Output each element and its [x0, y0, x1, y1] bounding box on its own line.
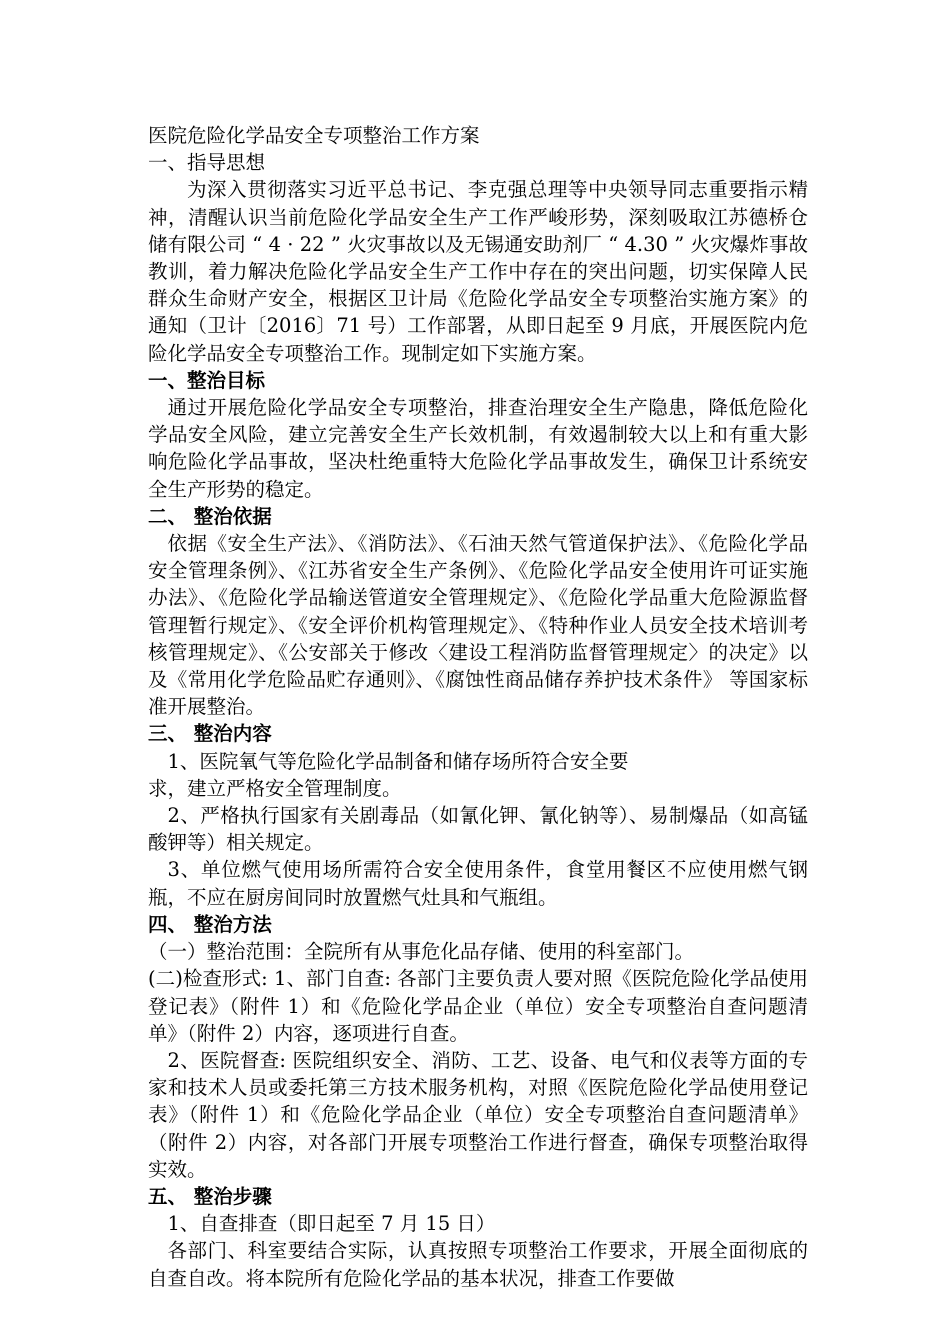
- content-item-1-line-2: 求，建立严格安全管理制度。: [148, 776, 402, 800]
- step-1-body: 各部门、科室要结合实际，认真按照专项整治工作要求，开展全面彻底的自查自改。将本院所有危险化学品的基本状况，排查工作要做: [148, 1239, 808, 1290]
- method-hospital-supervision: 2、医院督查: 医院组织安全、消防、工艺、设备、电气和仪表等方面的专家和技术人员或委托第三方技术服务机构，对照《医院危险化学品使用登记表》（附件 1）和《危险化学品企业（单位）安全专项整治自查问题清单》（附件 2）内容，对各部门开展专项整治工作进行督查，确保专项整治取得实效。: [148, 1048, 808, 1181]
- document-title: 医院危险化学品安全专项整治工作方案: [148, 124, 480, 147]
- paragraph-guiding-ideology: 为深入贯彻落实习近平总书记、李克强总理等中央领导同志重要指示精神，清醒认识当前危险化学品安全生产工作严峻形势，深刻吸取江苏德桥仓储有限公司 “ 4 · 22 ” 火灾事故以及无锡通安助剂厂 “ 4.30 ” 火灾爆炸事故教训，着力解决危险化学品安全生产工作中存在的突出问题，切实保障人民群众生命财产安全，根据区卫计局《危险化学品安全专项整治实施方案》的通知（卫计〔2016〕71 号）工作部署，从即日起至 9 月底，开展医院内危险化学品安全专项整治工作。现制定如下实施方案。: [148, 178, 808, 365]
- heading-basis: 二、 整治依据: [148, 504, 272, 528]
- paragraph-basis: 依据《安全生产法》、《消防法》、《石油天然气管道保护法》、《危险化学品安全管理条例》、《江苏省安全生产条例》、《危险化学品安全使用许可证实施办法》、《危险化学品输送管道安全管理规定》、《危险化学品重大危险源监督管理暂行规定》、《安全评价机构管理规定》、《特种作业人员安全技术培训考核管理规定》、《公安部关于修改〈建设工程消防监督管理规定〉的决定》以及《常用化学危险品贮存通则》、《腐蚀性商品储存养护技术条件》 等国家标准开展整治。: [148, 532, 808, 719]
- method-inspection-form: (二)检查形式: 1、部门自查: 各部门主要负责人要对照《医院危险化学品使用登记表》（附件 1）和《危险化学品企业（单位）安全专项整治自查问题清单》（附件 2）内容，逐项进行自查。: [148, 967, 808, 1045]
- content-item-3: 3、单位燃气使用场所需符合安全使用条件，食堂用餐区不应使用燃气钢瓶，不应在厨房间同时放置燃气灶具和气瓶组。: [148, 858, 808, 909]
- heading-goal: 一、整治目标: [148, 368, 266, 392]
- document-body: [148, 122, 808, 1292]
- content-item-2: 2、严格执行国家有关剧毒品（如氰化钾、氰化钠等）、易制爆品（如高锰酸钾等）相关规定。: [148, 804, 808, 855]
- heading-guiding-ideology: 一、指导思想: [148, 151, 266, 175]
- heading-steps: 五、 整治步骤: [148, 1184, 272, 1208]
- paragraph-goal: 通过开展危险化学品安全专项整治，排查治理安全生产隐患，降低危险化学品安全风险，建立完善安全生产长效机制，有效遏制较大以上和有重大影响危险化学品事故，坚决杜绝重特大危险化学品事故发生，确保卫计系统安全生产形势的稳定。: [148, 396, 808, 501]
- method-scope: （一）整治范围：全院所有从事危化品存储、使用的科室部门。: [148, 940, 695, 964]
- heading-content: 三、 整治内容: [148, 722, 272, 746]
- heading-method: 四、 整治方法: [148, 912, 272, 936]
- step-1-heading: 1、自查排查（即日起至 7 月 15 日）: [167, 1212, 496, 1236]
- content-item-1-line-1: 1、医院氧气等危险化学品制备和储存场所符合安全要: [167, 749, 629, 773]
